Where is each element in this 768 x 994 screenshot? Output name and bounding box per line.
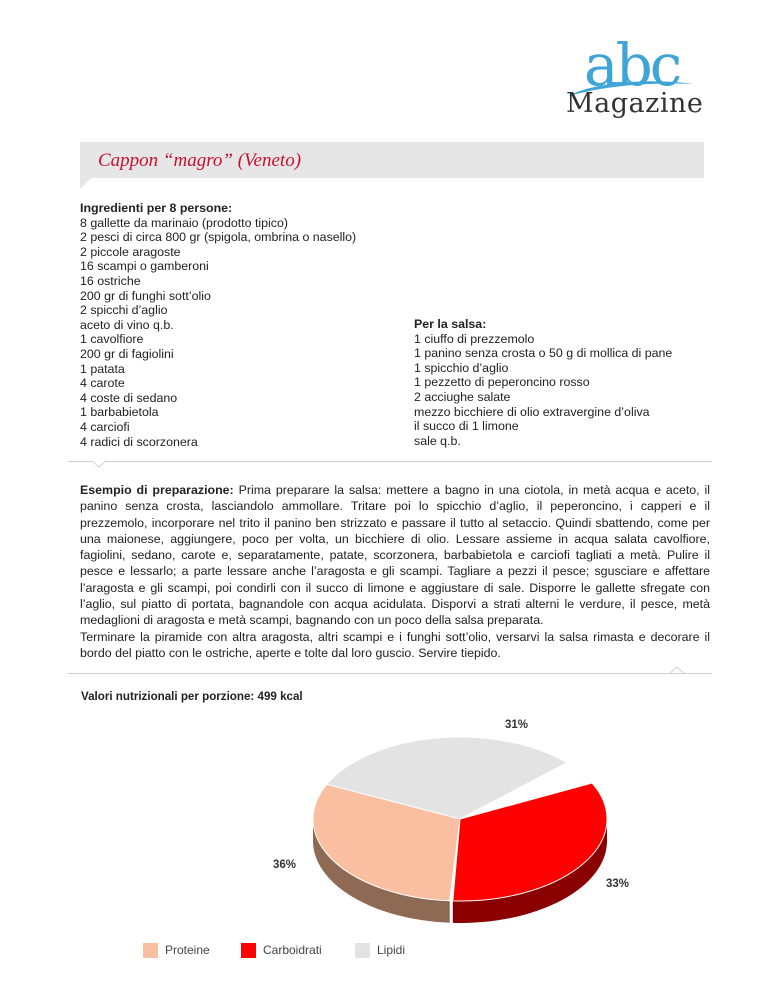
salsa-item: 1 pezzetto di peperoncino rosso — [414, 375, 590, 390]
ingredient-item: 4 carote — [80, 376, 125, 391]
legend-item-lipidi — [355, 940, 405, 960]
preparation-body-2: Terminare la piramide con altra aragosta, altri scampi e i funghi sott’olio, versarvi la salsa rimasta e decorare il bordo del piatto con le ostriche, aperte e tolte dal loro guscio. Servire tiepido. — [80, 629, 710, 660]
recipe-title: Cappon “magro” (Veneto) — [98, 150, 302, 171]
ingredient-item: 1 patata — [80, 361, 125, 376]
salsa-item: 2 acciughe salate — [414, 389, 511, 404]
ingredient-item: 4 coste di sedano — [80, 390, 178, 405]
ingredients-heading: Ingredienti per 8 persone: — [80, 201, 233, 215]
salsa-item: mezzo bicchiere di olio extravergine d’oliva — [414, 404, 650, 419]
pie-label-proteine: 36% — [273, 859, 297, 871]
ingredient-item: 200 gr di funghi sott’olio — [80, 288, 211, 303]
ingredient-item: 16 scampi o gamberoni — [80, 259, 209, 274]
ingredient-item: 1 barbabietola — [80, 405, 159, 420]
ingredient-item: 200 gr di fagiolini — [80, 346, 174, 361]
logo-word: abc — [584, 31, 680, 99]
chart-title: Valori nutrizionali per porzione: 499 kcal — [81, 690, 303, 703]
legend-label: Carboidrati — [263, 943, 322, 957]
ingredient-item: 2 spicchi d’aglio — [80, 303, 168, 318]
logo-name: Magazine — [566, 88, 704, 119]
salsa-item: 1 panino senza crosta o 50 g di mollica di pane — [414, 346, 673, 361]
ingredient-item: 1 cavolfiore — [80, 332, 144, 347]
ingredient-item: 4 radici di scorzonera — [80, 434, 198, 449]
preparation-body: Prima preparare la salsa: mettere a bagno in una ciotola, in metà acqua e aceto, il panino senza crosta, lasciandolo ammollare. Tritare poi lo spicchio d’aglio, il peperoncino, i capperi e il prezzemolo, incorporare nel trito il panino ben strizzato e passare il tutto al setaccio. Quindi sbattendo, come per una maionese, aggiungere, poco per volta, un bicchiere di olio. Lessare assieme in acqua salata cavolfiore, fagiolini, sedano, carote e, separatamente, patate, scorzonera, barbabietola e carciofi tagliati a metà. Pulire il pesce e lessarlo; a parte lessare anche l’aragosta e gli scampi. Tagliare a pezzi il pesce; sgusciare e affettare l’aragosta e gli scampi, poi condirli con il succo di limone e aggiustare di sale. Disporre le gallette sfregate con l’aglio, sul piatto di portata, bagnandole con acqua acidulata. Disporvi a strati alterni le verdure, il pesce, metà medaglioni di aragosta e metà scampi, bagnando con un poco della salsa preparata. — [80, 483, 711, 628]
salsa-heading: Per la salsa: — [414, 317, 487, 331]
ingredient-item: 2 pesci di circa 800 gr (spigola, ombrina o nasello) — [80, 230, 357, 245]
legend-swatch — [241, 943, 256, 958]
ingredient-item: 16 ostriche — [80, 273, 141, 288]
ingredient-item: aceto di vino q.b. — [80, 317, 174, 332]
legend-item-carboidrati — [241, 940, 322, 960]
salsa-item: il succo di 1 limone — [414, 419, 519, 434]
pie-label-lipidi: 31% — [505, 719, 529, 731]
preparation-label: Esempio di preparazione: — [80, 483, 234, 497]
legend-swatch — [143, 943, 158, 958]
salsa-item: 1 spicchio d’aglio — [414, 360, 509, 375]
pie-label-carboidrati: 33% — [606, 878, 630, 890]
ingredient-item: 4 carciofi — [80, 419, 130, 434]
legend-swatch — [355, 943, 370, 958]
salsa-item: 1 ciuffo di prezzemolo — [414, 331, 535, 346]
salsa-item: sale q.b. — [414, 433, 461, 448]
legend-item-proteine — [143, 940, 210, 960]
ingredient-item: 8 gallette da marinaio (prodotto tipico) — [80, 215, 289, 230]
legend-label: Lipidi — [377, 943, 406, 957]
legend-label: Proteine — [165, 943, 210, 957]
ingredient-item: 2 piccole aragoste — [80, 244, 181, 259]
